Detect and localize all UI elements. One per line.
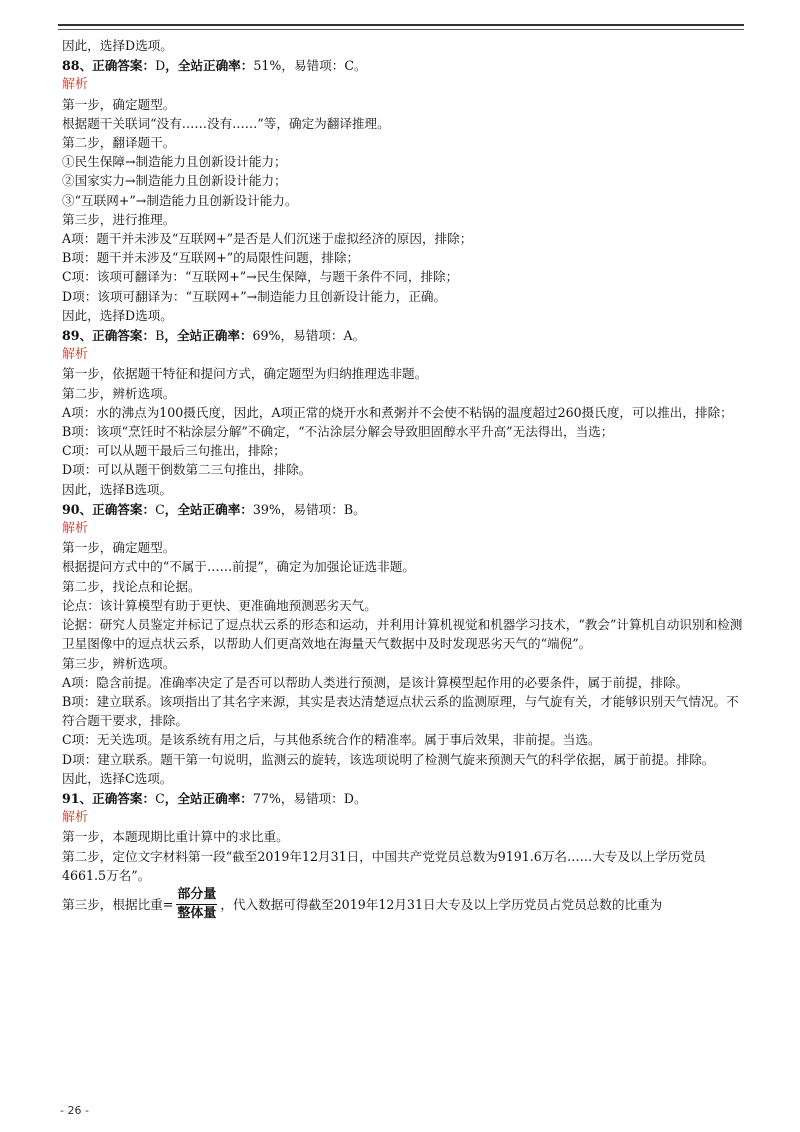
- q89-line: D项：可以从题干倒数第二三句推出，排除。: [62, 462, 312, 478]
- q91-rate: 77%: [252, 790, 281, 806]
- q88-rate-label: ，全站正确率：: [165, 58, 254, 74]
- q90-line: 第二步，找论点和论据。: [62, 578, 201, 594]
- q90-line: 因此，选择C选项。: [62, 770, 173, 786]
- q91-step3-prefix: 第三步，根据比重=: [62, 896, 174, 912]
- q88-answer-header: [62, 56, 748, 75]
- q88-line: 因此，选择D选项。: [62, 307, 173, 323]
- header-rule-thin: [58, 29, 744, 30]
- q89-rate-label: ，全站正确率：: [164, 328, 253, 344]
- q89-answer-header: [62, 326, 748, 345]
- q90-answer: C: [155, 501, 165, 517]
- q91-wrong: ，易错项：D。: [280, 790, 367, 806]
- q88-line: D项：该项可翻译为：“互联网+”→制造能力且创新设计能力，正确。: [62, 288, 447, 304]
- q89-answer: B: [155, 328, 165, 344]
- q91-head-prefix: 91、正确答案：: [62, 790, 156, 806]
- q90-wrong: ，易错项：B。: [280, 501, 366, 517]
- q90-line: A项：隐含前提。准确率决定了是否可以帮助人类进行预测，是该计算模型起作用的必要条件，属于前提，排除。: [62, 674, 689, 690]
- q91-jiexi-label: 解析: [62, 810, 89, 826]
- q88-line: ①民生保障→制造能力且创新设计能力；: [62, 154, 287, 170]
- conclusion-line: 因此，选择D选项。: [62, 38, 173, 53]
- q88-jiexi-label: 解析: [62, 77, 89, 93]
- q89-head-prefix: 89、正确答案：: [62, 328, 156, 344]
- q91-line: 第二步，定位文字材料第一段“截至2019年12月31日，中国共产党党员总数为9191.6万名……大专及以上学历党员4661.5万名”。: [62, 848, 706, 883]
- q88-line: C项：该项可翻译为：“互联网+”→民生保障，与题干条件不同，排除；: [62, 269, 459, 285]
- q90-line: 论点：该计算模型有助于更快、更准确地预测恶劣天气。: [62, 597, 377, 613]
- q90-rate: 39%: [252, 501, 281, 517]
- fraction-numerator: 部分量: [176, 887, 217, 905]
- q89-wrong: ，易错项：A。: [280, 328, 366, 344]
- q91-answer-header: [62, 789, 748, 808]
- q91-rate-label: ，全站正确率：: [164, 790, 253, 806]
- q90-head-prefix: 90、正确答案：: [62, 501, 156, 517]
- q88-line: B项：题干并未涉及“互联网+”的局限性问题，排除；: [62, 250, 360, 266]
- q90-jiexi-label: 解析: [62, 521, 89, 537]
- q88-head-prefix: 88、正确答案：: [62, 58, 156, 74]
- header-rule-thick: [58, 24, 744, 26]
- q88-line: 第三步，进行推理。: [62, 211, 176, 227]
- q88-wrong: ，易错项：C。: [281, 58, 367, 74]
- q89-line: 第一步，依据题干特征和提问方式，确定题型为归纳推理选非题。: [62, 366, 428, 382]
- q89-line: A项：水的沸点为100摄氏度，因此，A项正常的烧开水和煮粥并不会使不粘锅的温度超过260摄氏度，可以推出，排除；: [62, 404, 733, 420]
- q88-line: A项：题干并未涉及“互联网+”是否是人们沉迷于虚拟经济的原因，排除；: [62, 231, 473, 247]
- q88-rate: 51%: [253, 58, 282, 74]
- q91-step3-line: [62, 887, 748, 922]
- q89-line: 第二步，辨析选项。: [62, 385, 176, 401]
- q90-line: 第一步，确定题型。: [62, 540, 176, 556]
- q90-line: 第三步，辨析选项。: [62, 655, 176, 671]
- q91-step3-suffix: ，代入数据可得截至2019年12月31日大专及以上学历党员占党员总数的比重为: [220, 896, 663, 912]
- q88-line: 根据题干关联词“没有……没有……”等，确定为翻译推理。: [62, 115, 390, 131]
- q88-answer: D: [155, 58, 166, 74]
- fraction-denominator: 整体量: [177, 905, 217, 921]
- q91-answer: C: [155, 790, 165, 806]
- q88-line: ③“互联网+”→制造能力且创新设计能力。: [62, 192, 298, 208]
- page-number: - 26 -: [60, 1104, 89, 1117]
- q90-rate-label: ，全站正确率：: [164, 501, 253, 517]
- q89-rate: 69%: [252, 328, 281, 344]
- q89-line: C项：可以从题干最后三句推出，排除；: [62, 443, 286, 459]
- ratio-fraction: [176, 887, 217, 922]
- page-content: [62, 36, 748, 922]
- q90-line: 论据：研究人员鉴定并标记了逗点状云系的形态和运动，并利用计算机视觉和机器学习技术，“教会”计算机自动识别和检测卫星图像中的逗点状云系，以帮助人们更高效地在海量天气数据中及时发现恶劣天气的“端倪”。: [62, 617, 743, 652]
- q90-answer-header: [62, 500, 748, 519]
- q90-line: B项：建立联系。该项指出了其名字来源，其实是表达清楚逗点状云系的监测原理，与气旋有关，才能够识别天气情况。不符合题干要求，排除。: [62, 693, 739, 729]
- q89-line: 因此，选择B选项。: [62, 481, 173, 497]
- q89-jiexi-label: 解析: [62, 347, 89, 363]
- q90-line: C项：无关选项。是该系统有用之后，与其他系统合作的精准率。属于事后效果，非前提。当选。: [62, 732, 601, 748]
- q88-line: 第二步，翻译题干。: [62, 135, 176, 151]
- q90-line: D项：建立联系。题干第一句说明，监测云的旋转，该选项说明了检测气旋来预测天气的科学依据，属于前提。排除。: [62, 751, 715, 767]
- q91-line: 第一步，本题现期比重计算中的求比重。: [62, 829, 289, 845]
- q89-line: B项：该项“烹饪时不粘涂层分解”不确定，“不沾涂层分解会导致胆固醇水平升高”无法得出，当选；: [62, 424, 614, 440]
- q90-line: 根据提问方式中的“不属于……前提”，确定为加强论证选非题。: [62, 559, 415, 575]
- q88-line: ②国家实力→制造能力且创新设计能力；: [62, 173, 287, 189]
- q88-line: 第一步，确定题型。: [62, 96, 176, 112]
